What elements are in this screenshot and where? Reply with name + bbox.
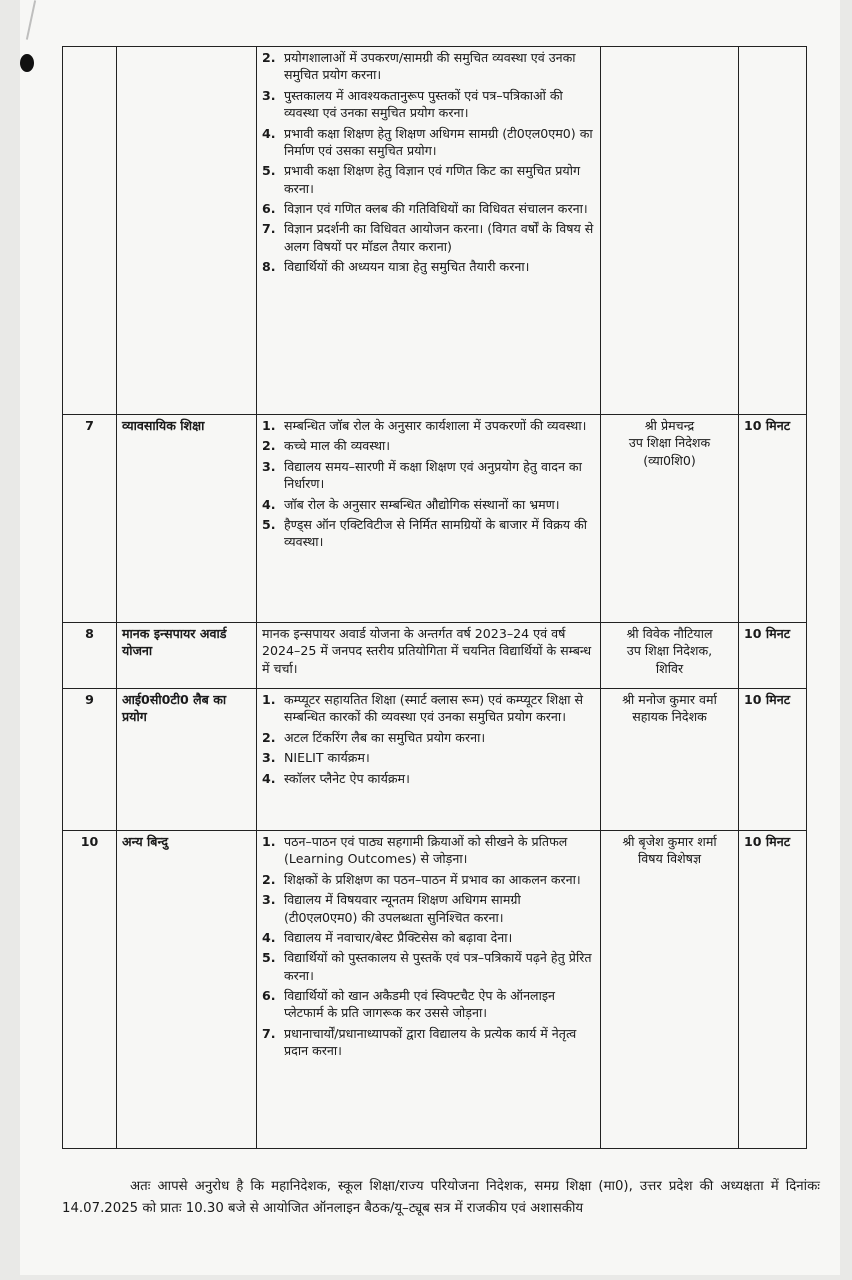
point-item [262,871,595,888]
agenda-row [63,689,807,831]
point-number: 5. [262,163,276,179]
officer-cell: श्री विवेक नौटियाल उप शिक्षा निदेशक, शिविर [601,623,739,689]
point-number: 4. [262,125,276,141]
point-text: प्रयोगशालाओं में उपकरण/सामग्री की समुचित व्यवस्था एवं उनका समुचित प्रयोग करना। [284,50,576,83]
point-number: 1. [262,834,276,849]
topic-cell: अन्य बिन्दु [117,831,257,1149]
point-number: 5. [262,950,276,966]
serial-number: 9 [63,689,117,831]
point-text: विज्ञान प्रदर्शनी का विधिवत आयोजन करना। (विगत वर्षों के विषय से अलग विषयों पर मॉडल तैयार कराना) [284,221,594,254]
point-number: 7. [262,221,276,237]
agenda-row [63,47,807,415]
topic-cell: मानक इन्सपायर अवार्ड योजना [117,623,257,689]
agenda-table [62,46,807,1149]
point-text: पुस्तकालय में आवश्यकतानुरूप पुस्तकों एवं पत्र–पत्रिकाओं की व्यवस्था एवं उनका समुचित प्रयोग करना। [284,87,563,121]
point-list [262,49,595,276]
point-text: प्रभावी कक्षा शिक्षण हेतु विज्ञान एवं गणित किट का समुचित प्रयोग करना। [284,163,581,196]
agenda-row [63,623,807,689]
point-number: 5. [262,516,276,532]
point-item [262,87,595,122]
officer-cell [601,47,739,415]
description-cell [257,689,601,831]
point-number: 3. [262,750,276,766]
point-number: 8. [262,259,276,275]
point-item [262,949,595,984]
officer-cell: श्री बृजेश कुमार शर्मा विषय विशेषज्ञ [601,831,739,1149]
point-item [262,987,595,1022]
description-cell [257,831,601,1149]
description-cell [257,623,601,689]
topic-cell: व्यावसायिक शिक्षा [117,415,257,623]
point-list [262,691,595,787]
description-text: मानक इन्सपायर अवार्ड योजना के अन्तर्गत वर्ष 2023–24 एवं वर्ष 2024–25 में जनपद स्तरीय प्रतियोगिता में चयनित विद्यार्थियों के सम्बन्ध में चर्चा। [262,626,592,676]
point-number: 6. [262,201,276,216]
point-item [262,258,595,275]
point-item [262,929,595,946]
duration-cell: 10 मिनट [739,415,807,623]
point-number: 1. [262,418,276,433]
serial-number: 10 [63,831,117,1149]
point-item [262,200,595,217]
point-text: प्रभावी कक्षा शिक्षण हेतु शिक्षण अधिगम सामग्री (टी0एल0एम0) का निर्माण एवं उसका समुचित प्रयोग। [284,125,593,158]
point-text: शिक्षकों के प्रशिक्षण का पठन–पाठन में प्रभाव का आकलन करना। [284,871,581,887]
point-text: विद्यालय समय–सारणी में कक्षा शिक्षण एवं अनुप्रयोग हेतु वादन का निर्धारण। [284,458,582,492]
point-text: हैण्ड्स ऑन एक्टिविटीज से निर्मित सामग्रियों के बाजार में विक्रय की व्यवस्था। [284,516,588,550]
point-number: 3. [262,892,276,908]
point-item [262,458,595,493]
point-text: अटल टिंकरिंग लैब का समुचित प्रयोग करना। [284,729,486,745]
point-item [262,770,595,787]
point-text: कच्चे माल की व्यवस्था। [284,438,391,454]
point-list [262,417,595,551]
description-cell [257,47,601,415]
point-item [262,496,595,513]
point-text: जॉब रोल के अनुसार सम्बन्धित औद्योगिक संस्थानों का भ्रमण। [284,496,560,512]
point-text: सम्बन्धित जॉब रोल के अनुसार कार्यशाला में उपकरणों की व्यवस्था। [284,418,587,433]
agenda-row [63,831,807,1149]
closing-text: अतः आपसे अनुरोध है कि महानिदेशक, स्कूल शिक्षा/राज्य परियोजना निदेशक, समग्र शिक्षा (मा0), उत्तर प्रदेश की अध्यक्षता में दिनांकः 14.07.2025 को प्रातः 10.30 बजे से आयोजित ऑनलाइन बैठक/यू–ट्यूब सत्र में राजकीय एवं अशासकीय [62,1179,820,1216]
duration-cell: 10 मिनट [739,689,807,831]
point-item [262,417,595,434]
point-number: 7. [262,1025,276,1041]
point-number: 2. [262,50,276,65]
closing-paragraph [62,1176,820,1220]
duration-cell: 10 मिनट [739,831,807,1149]
point-number: 1. [262,692,276,707]
point-text: कम्प्यूटर सहायतित शिक्षा (स्मार्ट क्लास रूम) एवं कम्प्यूटर शिक्षा से सम्बन्धित कारकों की व्यवस्था एवं उनका समुचित प्रयोग करना। [284,692,584,725]
duration-cell: 10 मिनट [739,623,807,689]
point-item [262,162,595,197]
point-text: विद्यार्थियों को खान अकैडमी एवं स्विफ्टचैट ऐप के ऑनलाइन प्लेटफार्म के प्रति जागरूक कर उससे जोड़ना। [284,988,556,1021]
point-number: 4. [262,770,276,786]
point-text: विद्यालय में नवाचार/बेस्ट प्रैक्टिसेस को बढ़ावा देना। [284,929,513,945]
description-cell [257,415,601,623]
point-item [262,220,595,255]
duration-cell [739,47,807,415]
point-text: विद्यालय में विषयवार न्यूनतम शिक्षण अधिगम सामग्री (टी0एल0एम0) की उपलब्धता सुनिश्चित करना। [284,892,521,925]
serial-number [63,47,117,415]
point-number: 2. [262,438,276,454]
point-item [262,749,595,766]
point-number: 3. [262,458,276,474]
point-text: विद्यार्थियों को पुस्तकालय से पुस्तकें एवं पत्र–पत्रिकायें पढ़ने हेतु प्रेरित करना। [284,950,592,983]
punch-hole-mark [20,54,34,72]
point-item [262,49,595,84]
point-text: स्कॉलर प्लैनेट ऐप कार्यक्रम। [284,770,410,786]
point-item [262,516,595,551]
point-number: 4. [262,496,276,512]
point-text: विद्यार्थियों की अध्ययन यात्रा हेतु समुचित तैयारी करना। [284,259,530,275]
topic-cell [117,47,257,415]
point-item [262,729,595,746]
point-number: 3. [262,87,276,103]
point-number: 6. [262,988,276,1003]
point-list [262,833,595,1060]
point-text: पठन–पाठन एवं पाठ्य सहगामी क्रियाओं को सीखने के प्रतिफल (Learning Outcomes) से जोड़ना। [284,834,568,867]
point-item [262,833,595,868]
point-item [262,437,595,454]
point-number: 2. [262,871,276,887]
point-text: NIELIT कार्यक्रम। [284,750,370,766]
serial-number: 7 [63,415,117,623]
point-text: प्रधानाचार्यों/प्रधानाध्यापकों द्वारा विद्यालय के प्रत्येक कार्य में नेतृत्व प्रदान करना। [284,1025,577,1059]
serial-number: 8 [63,623,117,689]
point-item [262,1025,595,1060]
point-number: 2. [262,729,276,745]
agenda-row [63,415,807,623]
point-item [262,691,595,726]
point-item [262,125,595,160]
point-number: 4. [262,929,276,945]
officer-cell: श्री प्रेमचन्द्र उप शिक्षा निदेशक (व्या0शि0) [601,415,739,623]
point-item [262,891,595,926]
topic-cell: आई0सी0टी0 लैब का प्रयोग [117,689,257,831]
officer-cell: श्री मनोज कुमार वर्मा सहायक निदेशक [601,689,739,831]
point-text: विज्ञान एवं गणित क्लब की गतिविधियों का विधिवत संचालन करना। [284,201,588,216]
